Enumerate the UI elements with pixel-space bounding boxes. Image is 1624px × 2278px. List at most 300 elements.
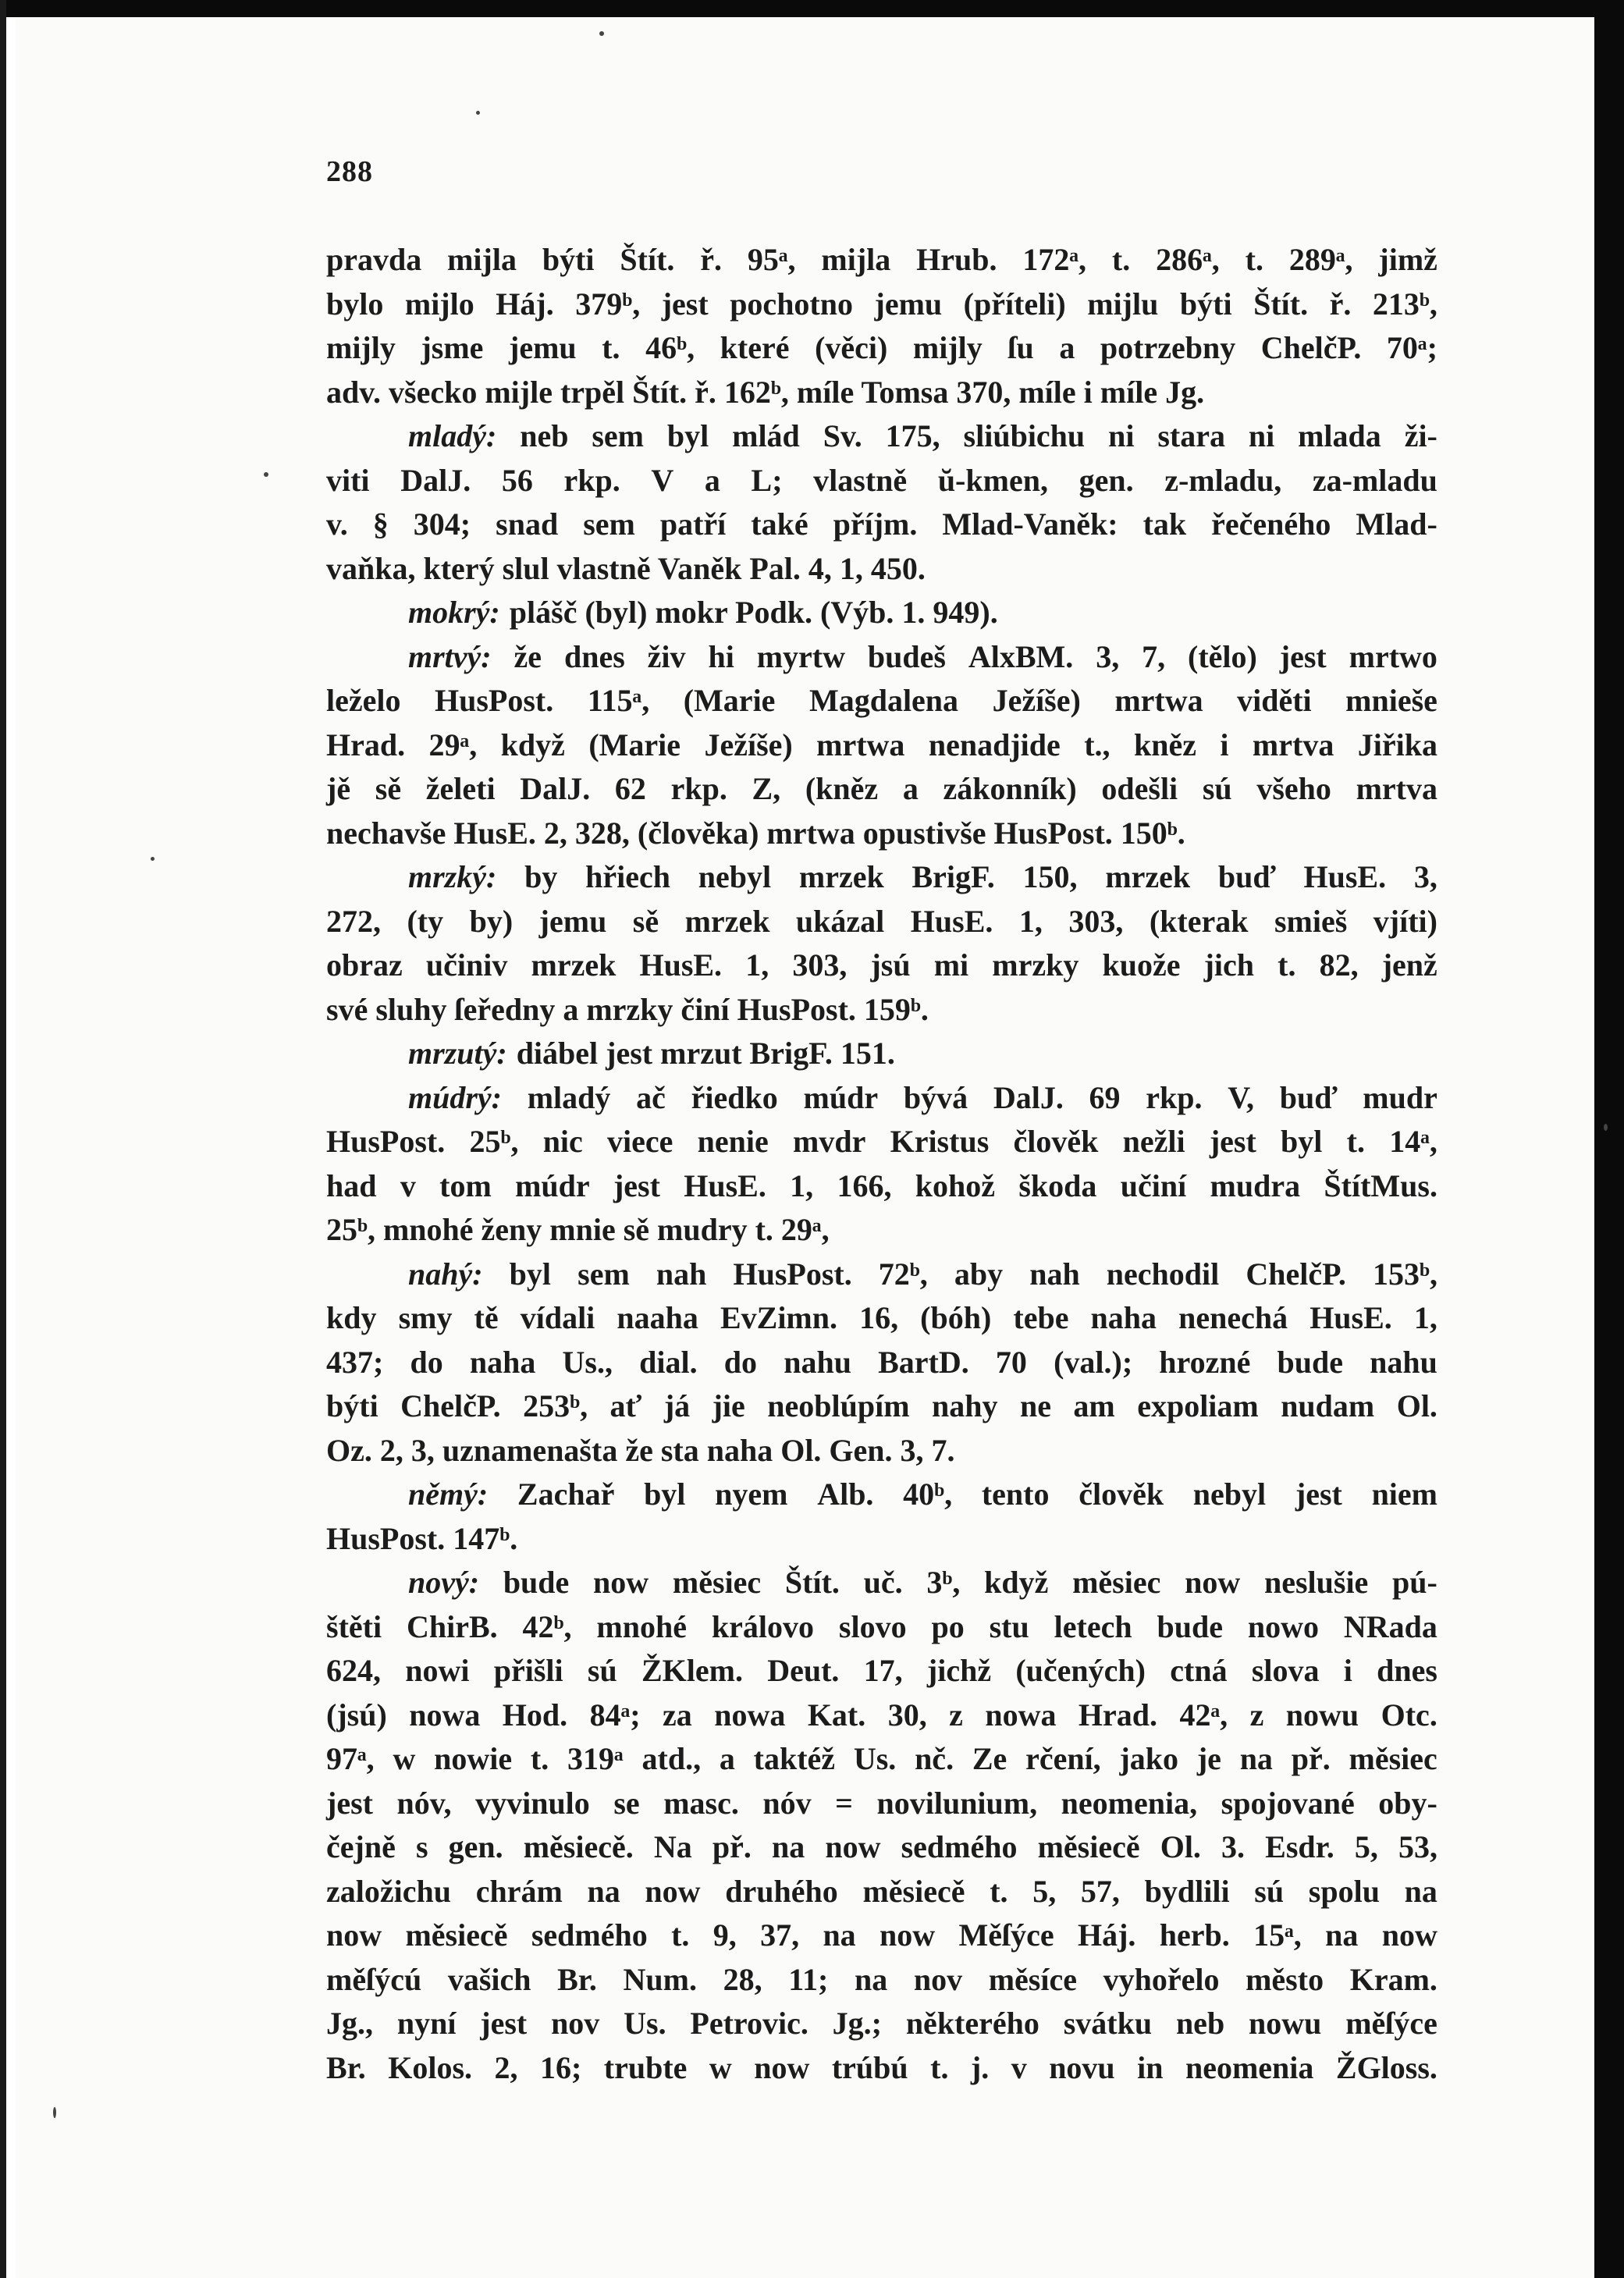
word: 37, — [760, 1917, 800, 1953]
word: Jg., — [326, 2006, 373, 2041]
word: vídali — [520, 1300, 595, 1335]
word: a — [719, 1741, 735, 1776]
word: BrigF. — [912, 859, 995, 894]
scan-speck — [151, 857, 155, 861]
word: do — [723, 1344, 758, 1380]
word: býti — [326, 1388, 378, 1423]
word: př. — [712, 1829, 752, 1864]
word: dnes — [1377, 1653, 1437, 1688]
word: novilunium, — [876, 1785, 1038, 1821]
word: příjm. — [833, 506, 918, 542]
scan-border-top — [0, 0, 1624, 17]
word: myrtw — [756, 638, 845, 674]
word: 16, — [859, 1300, 899, 1335]
word: měsiec — [1349, 1741, 1437, 1776]
word: 3ᵇ, — [926, 1565, 961, 1600]
word: mrzky — [992, 947, 1079, 983]
word: z — [949, 1697, 963, 1732]
word: budeš — [867, 638, 946, 674]
word: do — [410, 1344, 443, 1380]
word: štěti — [326, 1608, 382, 1644]
word: t. — [1278, 947, 1296, 983]
word: 42ᵇ, — [522, 1608, 572, 1644]
word: 42ᵃ, — [1179, 1697, 1228, 1732]
word: pravda — [326, 242, 422, 277]
word: patří — [659, 506, 727, 542]
word: 319ᵃ — [567, 1741, 624, 1776]
text-line — [326, 1296, 1437, 1341]
word: které — [720, 330, 790, 365]
word: neoblúpím — [767, 1388, 910, 1423]
word: 84ᵃ; — [589, 1697, 641, 1732]
word: sliúbichu — [963, 418, 1086, 453]
word: múdrý: — [408, 1079, 502, 1115]
text-line — [326, 326, 1437, 371]
word: uč. — [863, 1565, 903, 1600]
word: mudr — [1363, 1079, 1437, 1115]
text-line — [326, 1253, 1437, 1297]
word: 253ᵇ, — [523, 1388, 588, 1423]
word: měsiecě — [405, 1917, 508, 1953]
word: rčení, — [1025, 1741, 1101, 1776]
word: měſýcú — [326, 1961, 422, 1997]
word: 11; — [788, 1961, 829, 1997]
word: 2, — [494, 2049, 518, 2085]
word: a — [902, 771, 919, 806]
line-text: adv. všecko mijle trpěl Štít. ř. 162ᵇ, míle Tomsa 370, míle i míle Jg. — [326, 374, 1205, 410]
text-line — [326, 1164, 1437, 1209]
word: mijly — [912, 330, 983, 365]
word: nowo — [1247, 1608, 1320, 1644]
word: 3. — [1221, 1829, 1246, 1864]
word: nenadjide — [928, 727, 1061, 762]
word: kohož — [915, 1167, 996, 1203]
word: letech — [1054, 1608, 1132, 1644]
word: nowu — [1249, 2006, 1322, 2041]
word: 95ᵃ, — [747, 242, 796, 277]
word: rkp. — [1146, 1079, 1203, 1115]
word: (kterak — [1149, 903, 1249, 939]
word: Alb. — [817, 1477, 874, 1512]
word: jemu — [538, 903, 607, 939]
word: nahý: — [408, 1256, 483, 1292]
word: měsiec — [672, 1565, 762, 1600]
word: atd., — [641, 1741, 702, 1776]
scan-speck — [599, 31, 604, 36]
word: ChelčP. — [1260, 330, 1362, 365]
word: 624, — [326, 1653, 381, 1688]
word: nenie — [697, 1124, 769, 1159]
word: jimž — [1378, 242, 1437, 277]
word: 7, — [1142, 638, 1166, 674]
word: tak — [1142, 506, 1187, 542]
scan-speck — [264, 472, 268, 477]
word: 166, — [837, 1167, 892, 1203]
word: ži- — [1404, 418, 1437, 453]
word: Štít. — [620, 242, 675, 277]
word: mijla — [821, 242, 891, 277]
line-text: 25ᵇ, mnohé ženy mnie sě mudry t. 29ᵃ, — [326, 1212, 830, 1247]
word: expoliam — [1137, 1388, 1259, 1423]
word: nč. — [915, 1741, 954, 1776]
word: jie — [712, 1388, 745, 1423]
word: mladý: — [408, 418, 497, 453]
text-line — [326, 1032, 1437, 1076]
word: hřiech — [585, 859, 670, 894]
word: byl — [666, 418, 709, 453]
word: býti — [1179, 286, 1232, 322]
word: now — [825, 1829, 881, 1864]
word: sedmého — [531, 1917, 648, 1953]
word: nový: — [408, 1565, 480, 1600]
word: DalJ. — [520, 771, 591, 806]
word: na — [1239, 1741, 1273, 1776]
word: now — [1185, 1565, 1241, 1600]
word: sě — [375, 771, 402, 806]
scan-speck — [1604, 1124, 1608, 1131]
word: mrtwa — [816, 727, 905, 762]
word: měsiecě. — [523, 1829, 634, 1864]
word: učiniv — [425, 947, 508, 983]
word: i — [1220, 727, 1229, 762]
word: z-mladu, — [1164, 462, 1282, 498]
word: bude — [1277, 1344, 1343, 1380]
word: 304; — [413, 506, 471, 542]
text-line — [326, 1341, 1437, 1385]
word: slova — [1251, 1653, 1320, 1688]
word: tom — [439, 1167, 492, 1203]
word: t. — [671, 1917, 690, 1953]
word: Ježíše) — [704, 727, 793, 762]
word: taktéž — [753, 1741, 836, 1776]
text-line — [326, 1914, 1437, 1958]
line-text: Oz. 2, 3, uznamenašta že sta naha Ol. Gen. 3, 7. — [326, 1432, 955, 1468]
text-line — [326, 1384, 1437, 1429]
word: když — [984, 1565, 1049, 1600]
word: L; — [751, 462, 783, 498]
word: býti — [542, 242, 595, 277]
word: HusE. — [684, 1167, 766, 1203]
word: 175, — [885, 418, 940, 453]
word: jest — [613, 1167, 660, 1203]
word: nóv, — [396, 1785, 452, 1821]
word: 3, — [1413, 859, 1437, 894]
word: Us. — [853, 1741, 897, 1776]
line-text: plášč (byl) mokr Podk. (Výb. 1. 949). — [509, 595, 998, 630]
word: t. — [1245, 242, 1263, 277]
word: ŭ-kmen, — [937, 462, 1048, 498]
line-text: HusPost. 147ᵇ. — [326, 1520, 518, 1556]
word: naha — [469, 1344, 536, 1380]
text-line — [326, 812, 1437, 856]
text-line — [326, 503, 1437, 547]
word: ſu — [1007, 330, 1034, 365]
word: sú — [1202, 771, 1232, 806]
word: buď — [1279, 1079, 1338, 1115]
word: i — [1343, 1653, 1352, 1688]
word: BartD. — [878, 1344, 969, 1380]
word: také — [751, 506, 808, 542]
word: now — [754, 2049, 810, 2085]
word: mnohé — [596, 1608, 687, 1644]
word: tě — [474, 1300, 499, 1335]
word: bylo — [326, 286, 384, 322]
text-line — [326, 547, 1437, 592]
word: = — [835, 1785, 853, 1821]
text-line — [326, 635, 1437, 680]
word: Mlad-Vaněk: — [942, 506, 1118, 542]
word: měsiec — [1072, 1565, 1161, 1600]
word: v. — [326, 506, 348, 542]
word: ŽKlem. — [641, 1653, 743, 1688]
word: HusPost. — [435, 683, 554, 718]
scan-speck — [53, 2107, 56, 2118]
word: nowa — [409, 1697, 481, 1732]
word: Magdalena — [808, 683, 959, 718]
word: ni — [1248, 418, 1275, 453]
word: rkp. — [563, 462, 620, 498]
word: ChelčP. — [1246, 1256, 1346, 1292]
word: 272, — [326, 903, 381, 939]
word: řiedko — [691, 1079, 778, 1115]
word: j. — [970, 2049, 990, 2085]
word: smy — [398, 1300, 453, 1335]
word: DalJ. — [400, 462, 471, 498]
word: nahu — [1370, 1344, 1437, 1380]
word: am — [1073, 1388, 1115, 1423]
word: 29ᵃ, — [428, 727, 478, 762]
text-line — [326, 1208, 1437, 1253]
word: (val.); — [1054, 1344, 1133, 1380]
word: tento — [981, 1477, 1050, 1512]
word: t. — [602, 330, 620, 365]
word: jich — [1203, 947, 1255, 983]
text-line — [326, 1473, 1437, 1517]
text-line — [326, 2002, 1437, 2046]
text-line — [326, 1958, 1437, 2003]
word: gen. — [1079, 462, 1134, 498]
word: živ — [647, 638, 686, 674]
word: 1, — [745, 947, 769, 983]
word: t. — [1111, 242, 1131, 277]
word: ř. — [700, 242, 723, 277]
word: HusPost. — [326, 1124, 446, 1159]
word: město — [1246, 1961, 1324, 1997]
word: 53, — [1398, 1829, 1437, 1864]
word: 28, — [723, 1961, 762, 1997]
word: naha — [1090, 1300, 1157, 1335]
word: ř. — [1329, 286, 1352, 322]
word: (učených) — [1015, 1653, 1146, 1688]
word: 5, — [1354, 1829, 1378, 1864]
word: ne — [1019, 1388, 1051, 1423]
text-line — [326, 459, 1437, 503]
line-text: vaňka, který slul vlastně Vaněk Pal. 4, 1, 450. — [326, 550, 926, 586]
word: 97ᵃ, — [326, 1741, 375, 1776]
word: když — [500, 727, 565, 762]
word: kuože — [1102, 947, 1181, 983]
word: nah — [1029, 1256, 1080, 1292]
word: druhého — [725, 1873, 838, 1909]
word: na — [1404, 1873, 1437, 1909]
word: ať — [609, 1388, 642, 1423]
word: dial. — [639, 1344, 698, 1380]
word: neomenia — [1185, 2049, 1314, 2085]
word: potrzebny — [1100, 330, 1236, 365]
word: škoda — [1018, 1167, 1097, 1203]
word: t. — [530, 1741, 549, 1776]
word: 15ᵃ, — [1253, 1917, 1302, 1953]
word: mlada — [1298, 418, 1381, 453]
word: jest — [480, 2006, 528, 2041]
word: mudra — [1210, 1167, 1301, 1203]
word: bydlili — [1144, 1873, 1230, 1909]
word: já — [663, 1388, 691, 1423]
word: hi — [708, 638, 734, 674]
word: jemu — [874, 286, 943, 322]
text-line — [326, 679, 1437, 723]
word: Měſýce — [958, 1917, 1054, 1953]
word: a — [704, 462, 720, 498]
word: ChelčP. — [400, 1388, 501, 1423]
word: HusPost. — [733, 1256, 852, 1292]
word: kdy — [326, 1300, 377, 1335]
word: nov — [551, 2006, 600, 2041]
scan-speck — [476, 111, 480, 115]
text-line — [326, 855, 1437, 900]
word: nudam — [1281, 1388, 1375, 1423]
word: 213ᵇ, — [1372, 286, 1437, 322]
word: nechodil — [1106, 1256, 1220, 1292]
word: obraz — [326, 947, 403, 983]
word: byl — [644, 1477, 686, 1512]
word: založichu — [326, 1873, 451, 1909]
word: t. — [990, 1873, 1008, 1909]
text-line — [326, 1517, 1437, 1562]
word: mrtwo — [1349, 638, 1437, 674]
word: Mlad- — [1356, 506, 1437, 542]
word: dnes — [563, 638, 625, 674]
word: mlád — [732, 418, 800, 453]
word: nov — [913, 1961, 963, 1997]
word: ni — [1108, 418, 1135, 453]
word: Deut. — [767, 1653, 840, 1688]
word: nahu — [784, 1344, 851, 1380]
word: že — [513, 638, 542, 674]
word: na — [1325, 1917, 1359, 1953]
word: vyhořelo — [1103, 1961, 1220, 1997]
word: smieš — [1274, 903, 1348, 939]
word: rkp. — [670, 771, 727, 806]
word: spojované — [1221, 1785, 1355, 1821]
word: 70 — [995, 1344, 1027, 1380]
word: 9, — [712, 1917, 737, 1953]
word: 115ᵃ, — [587, 683, 650, 718]
word: Kram. — [1349, 1961, 1437, 1997]
word: (bóh) — [920, 1300, 992, 1335]
scan-border-left — [0, 0, 6, 2278]
word: vlastně — [813, 462, 908, 498]
word: řečeného — [1211, 506, 1331, 542]
word: (tělo) — [1188, 638, 1257, 674]
word: s — [415, 1829, 428, 1864]
word: tebe — [1013, 1300, 1069, 1335]
word: (věci) — [815, 330, 888, 365]
word: NRada — [1343, 1608, 1437, 1644]
word: Štít. — [1253, 286, 1309, 322]
word: Br. — [326, 2049, 366, 2085]
word: nóv — [762, 1785, 812, 1821]
word: 303, — [792, 947, 848, 983]
text-line — [326, 944, 1437, 988]
word: Ježíše) — [992, 683, 1081, 718]
text-line — [326, 767, 1437, 812]
word: ukázal — [795, 903, 885, 939]
word: nowie — [434, 1741, 513, 1776]
word: spolu — [1308, 1873, 1380, 1909]
word: Ze — [972, 1741, 1007, 1776]
word: AlxBM. — [968, 638, 1074, 674]
word: mijlo — [404, 286, 474, 322]
word: 3, — [1096, 638, 1120, 674]
word: nebyl — [698, 859, 772, 894]
word: mrtvý: — [408, 638, 492, 674]
word: po — [931, 1608, 965, 1644]
line-text: nechavše HusE. 2, 328, (člověka) mrtwa opustivše HusPost. 150ᵇ. — [326, 815, 1185, 851]
word: sedmého — [901, 1829, 1018, 1864]
word: je — [1196, 1741, 1221, 1776]
word: 286ᵃ, — [1156, 242, 1220, 277]
word: vjíti) — [1373, 903, 1437, 939]
word: mijly — [326, 330, 396, 365]
word: čejně — [326, 1829, 396, 1864]
word: mijla — [447, 242, 517, 277]
word: pochotno — [730, 286, 853, 322]
word: nenechá — [1178, 1300, 1288, 1335]
word: na — [854, 1961, 888, 1997]
word: na — [587, 1873, 620, 1909]
word: kněz — [1133, 727, 1196, 762]
word: gen. — [448, 1829, 503, 1864]
word: 17, — [863, 1653, 903, 1688]
word: nahy — [932, 1388, 998, 1423]
word: jest — [661, 286, 709, 322]
word: Ol. — [1160, 1829, 1201, 1864]
word: snad — [496, 506, 559, 542]
word: na — [823, 1917, 856, 1953]
word: jemu — [509, 330, 577, 365]
word: Jiřika — [1357, 727, 1437, 762]
word: Hod. — [502, 1697, 568, 1732]
word: se — [613, 1785, 640, 1821]
text-line — [326, 1076, 1437, 1121]
word: sem — [577, 1256, 630, 1292]
text-line — [326, 1561, 1437, 1605]
word: za-mladu — [1312, 462, 1437, 498]
word: nah — [656, 1256, 707, 1292]
word: jichž — [926, 1653, 992, 1688]
word: 46ᵇ, — [645, 330, 695, 365]
word: odešli — [1101, 771, 1178, 806]
text-line — [326, 283, 1437, 327]
word: DalJ. — [993, 1079, 1064, 1115]
word: Zachař — [517, 1477, 615, 1512]
word: sem — [592, 418, 644, 453]
word: mvdr — [793, 1124, 866, 1159]
text-line — [326, 1605, 1437, 1650]
word: mijlu — [1087, 286, 1159, 322]
word: t. — [930, 2049, 949, 2085]
